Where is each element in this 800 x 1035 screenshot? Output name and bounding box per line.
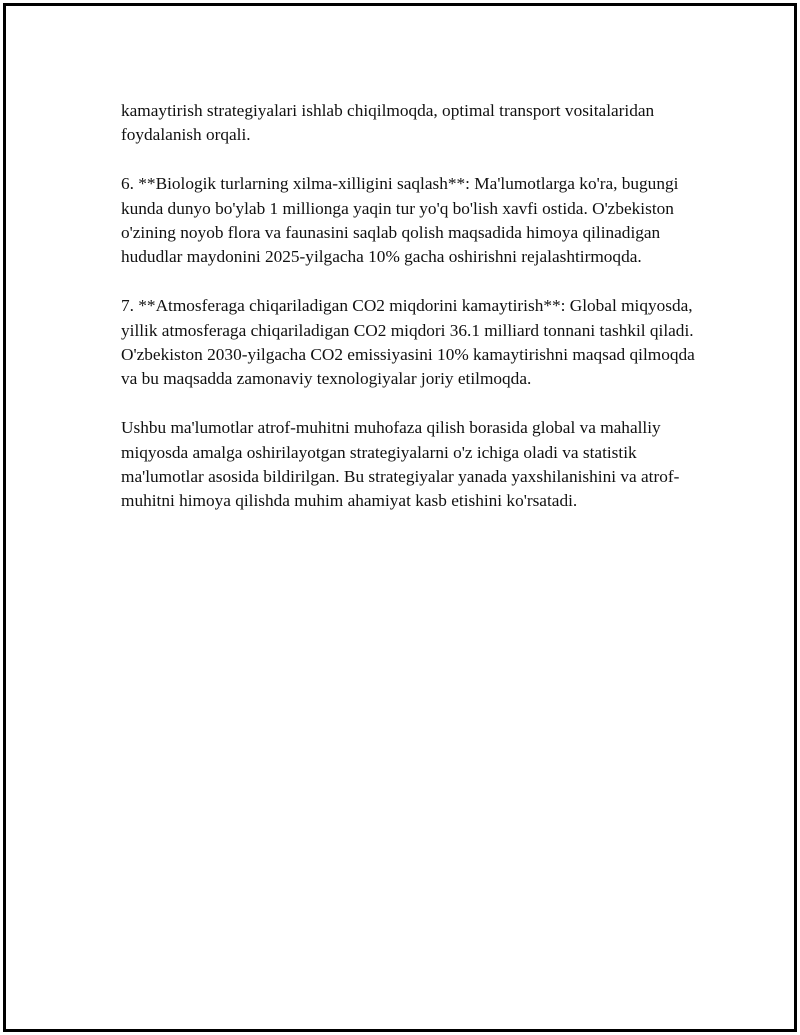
document-body bbox=[121, 99, 701, 538]
page-frame bbox=[3, 3, 797, 1032]
paragraph-biodiversity: 6. **Biologik turlarning xilma-xilligini saqlash**: Ma'lumotlarga ko'ra, bugungi kunda dunyo bo'ylab 1 millionga yaqin tur yo'q bo'lish xavfi ostida. O'zbekiston o'zining noyob flora va faunasini saqlab qolish maqsadida himoya qilinadigan hududlar maydonini 2025-yilgacha 10% gacha oshirishni rejalashtirmoqda. bbox=[121, 174, 679, 267]
paragraph-continuation: kamaytirish strategiyalari ishlab chiqilmoqda, optimal transport vositalaridan foydalanish orqali. bbox=[121, 101, 655, 145]
paragraph-co2-reduction: 7. **Atmosferaga chiqariladigan CO2 miqdorini kamaytirish**: Global miqyosda, yillik atmosferaga chiqariladigan CO2 miqdori 36.1 milliard tonnani tashkil qiladi. O'zbekiston 2030-yilgacha CO2 emissiyasini 10% kamaytirishni maqsad qilmoqda va bu maqsadda zamonaviy texnologiyalar joriy etilmoqda. bbox=[121, 296, 695, 389]
paragraph-conclusion: Ushbu ma'lumotlar atrof-muhitni muhofaza qilish borasida global va mahalliy miqyosda amalga oshirilayotgan strategiyalarni o'z ichiga oladi va statistik ma'lumotlar asosida bildirilgan. Bu strategiyalar yanada yaxshilanishini va atrof-muhitni himoya qilishda muhim ahamiyat kasb etishini ko'rsatadi. bbox=[121, 418, 680, 511]
